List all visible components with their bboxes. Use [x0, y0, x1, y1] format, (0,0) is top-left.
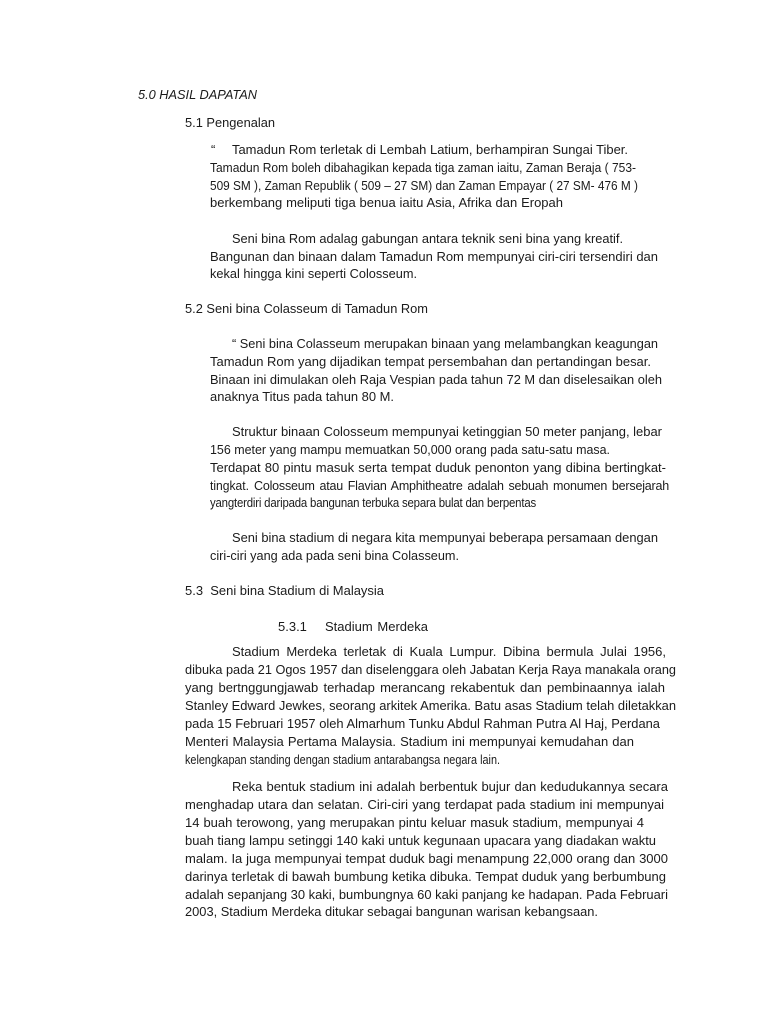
text-line: Stanley Edward Jewkes, seorang arkitek Amerika. Batu asas Stadium telah diletakkan [185, 698, 676, 713]
section-title: 5.3 Seni bina Stadium di Malaysia [185, 583, 384, 598]
text-line: Tamadun Rom yang dijadikan tempat persembahan dan pertandingan besar. [210, 354, 651, 369]
text-line: tingkat. [210, 478, 249, 493]
subsection-number: 5.3.1 [278, 619, 307, 634]
subsection-title: Stadium Merdeka [325, 619, 428, 634]
text-line: Seni bina Rom adalag gabungan antara teknik seni bina yang kreatif. [232, 231, 623, 246]
text-line: pada 15 Februari 1957 oleh Almarhum Tunku Abdul Rahman Putra Al Haj, Perdana [185, 716, 660, 731]
section-title: 5.1 Pengenalan [185, 115, 275, 130]
text-line: Seni bina stadium di negara kita mempunyai beberapa persamaan dengan [232, 530, 658, 545]
text-line: darinya terletak di bawah bumbung ketika dibuka. Tempat duduk yang berbumbung [185, 869, 666, 884]
text-line: buah tiang lampu setinggi 140 kaki untuk kegunaan upacara yang diadakan waktu [185, 833, 656, 848]
text-line: Struktur binaan Colosseum mempunyai ketinggian 50 meter panjang, lebar [232, 424, 662, 439]
inserted-text-line: yangterdiri daripada bangunan terbuka separa bulat dan berpentas [210, 496, 536, 510]
open-quote: “ [211, 142, 216, 157]
text-line: berkembang meliputi tiga benua iaitu Asia, Afrika dan Eropah [210, 195, 563, 210]
inserted-text-line: Colosseum atau Flavian Amphitheatre adalah sebuah monumen bersejarah [254, 479, 669, 493]
text-line: kekal hingga kini seperti Colosseum. [210, 266, 417, 281]
text-line: 156 meter yang mampu memuatkan 50,000 orang pada satu-satu masa. [210, 442, 610, 457]
text-line: kelengkapan standing dengan stadium antarabangsa negara lain. [185, 752, 500, 767]
text-line: Tamadun Rom terletak di Lembah Latium, berhampiran Sungai Tiber. [232, 142, 628, 157]
text-line: 14 buah terowong, yang merupakan pintu keluar masuk stadium, mempunyai 4 [185, 815, 644, 830]
text-line: Menteri Malaysia Pertama Malaysia. Stadium ini mempunyai kemudahan dan [185, 734, 634, 749]
text-line: 2003, Stadium Merdeka ditukar sebagai bangunan warisan kebangsaan. [185, 904, 598, 919]
text-line: menghadap utara dan selatan. Ciri-ciri yang terdapat pada stadium ini mempunyai [185, 797, 664, 812]
main-heading: 5.0 HASIL DAPATAN [138, 87, 257, 102]
text-line: Binaan ini dimulakan oleh Raja Vespian pada tahun 72 M dan diselesaikan oleh [210, 372, 662, 387]
text-line: Stadium Merdeka terletak di Kuala Lumpur. Dibina bermula Julai 1956, [232, 644, 666, 659]
text-line: yang bertnggungjawab terhadap merancang rekabentuk dan pembinaannya ialah [185, 680, 665, 695]
text-line: anaknya Titus pada tahun 80 M. [210, 389, 394, 404]
text-line: Reka bentuk stadium ini adalah berbentuk bujur dan kedudukannya secara [232, 779, 668, 794]
text-line: malam. Ia juga mempunyai tempat duduk bagi menampung 22,000 orang dan 3000 [185, 851, 668, 866]
text-line: Tamadun Rom boleh dibahagikan kepada tiga zaman iaitu, Zaman Beraja ( 753- [210, 160, 636, 175]
text-line: dibuka pada 21 Ogos 1957 dan diselenggara oleh Jabatan Kerja Raya manakala orang [185, 662, 676, 677]
text-line: 509 SM ), Zaman Republik ( 509 – 27 SM) dan Zaman Empayar ( 27 SM- 476 M ) [210, 178, 638, 193]
text-line: ciri-ciri yang ada pada seni bina Colasseum. [210, 548, 459, 563]
text-line: adalah sepanjang 30 kaki, bumbungnya 60 kaki panjang ke hadapan. Pada Februari [185, 887, 668, 902]
text-line: Terdapat 80 pintu masuk serta tempat duduk penonton yang dibina bertingkat- [210, 460, 666, 475]
text-line: Bangunan dan binaan dalam Tamadun Rom mempunyai ciri-ciri tersendiri dan [210, 249, 658, 264]
text-line: “ Seni bina Colasseum merupakan binaan yang melambangkan keagungan [232, 336, 658, 351]
section-title: 5.2 Seni bina Colasseum di Tamadun Rom [185, 301, 428, 316]
